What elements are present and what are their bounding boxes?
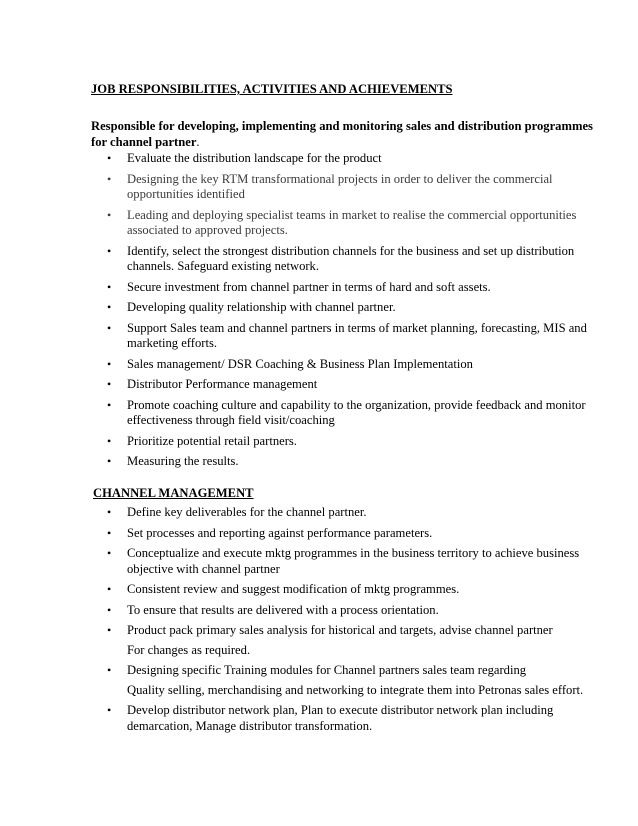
list-item-continuation: Quality selling, merchandising and networking to integrate them into Petronas sales effort. <box>127 682 584 697</box>
bullet-icon: • <box>107 300 112 314</box>
bullet-icon: • <box>107 279 112 294</box>
intro-period: . <box>196 135 200 149</box>
bullet-icon: • <box>107 243 112 258</box>
list-item <box>0 377 599 393</box>
list-item-text: Set processes and reporting against performance parameters. <box>127 525 433 540</box>
bullet-icon: • <box>107 582 112 596</box>
list-item-text: Identify, select the strongest distribution channels for the business and set up distribution channels. Safeguard existing network. <box>127 243 575 273</box>
list-item <box>0 603 599 619</box>
list-item-continuation: For changes as required. <box>127 642 251 657</box>
bullet-icon: • <box>107 377 112 391</box>
list-item-text: Promote coaching culture and capability to the organization, provide feedback and monitor effectiveness through field visit/coaching <box>127 397 586 427</box>
list-item-text: Secure investment from channel partner in terms of hard and soft assets. <box>127 279 491 294</box>
list-item-text: Develop distributor network plan, Plan to execute distributor network plan including demarcation, Manage distributor transformation. <box>127 703 554 733</box>
responsibilities-list <box>0 151 638 470</box>
list-item-text: Sales management/ DSR Coaching & Business Plan Implementation <box>127 356 473 371</box>
bullet-icon: • <box>107 356 112 371</box>
list-item-text: Prioritize potential retail partners. <box>127 433 297 448</box>
list-item-text: Distributor Performance management <box>127 377 318 391</box>
bullet-icon: • <box>107 433 112 448</box>
list-item-text: Designing the key RTM transformational projects in order to deliver the commercial opportunities identified <box>127 171 553 201</box>
list-item-text: Conceptualize and execute mktg programmes in the business territory to achieve business objective with channel partner <box>127 546 580 576</box>
section-heading-job-responsibilities: JOB RESPONSIBILITIES, ACTIVITIES AND ACHIEVEMENTS <box>91 82 453 96</box>
list-item <box>0 623 599 658</box>
list-item <box>0 582 599 598</box>
channel-management-list <box>0 505 638 734</box>
list-item <box>0 280 599 296</box>
intro-bold-text: Responsible for developing, implementing and monitoring sales and distribution programmes for channel partner <box>91 119 593 149</box>
section-heading-channel-management: CHANNEL MANAGEMENT <box>93 486 254 500</box>
bullet-icon: • <box>107 602 112 617</box>
list-item-text: Leading and deploying specialist teams in market to realise the commercial opportunities associated to approved projects. <box>127 207 577 237</box>
list-item <box>0 505 599 521</box>
list-item-text: Designing specific Training modules for Channel partners sales team regarding <box>127 663 527 677</box>
bullet-icon: • <box>107 454 112 468</box>
list-item-text: Evaluate the distribution landscape for the product <box>127 151 382 165</box>
list-item-text: To ensure that results are delivered with a process orientation. <box>127 602 439 617</box>
list-item-text: Support Sales team and channel partners in terms of market planning, forecasting, MIS and marketing efforts. <box>127 320 587 350</box>
list-item-text: Consistent review and suggest modification of mktg programmes. <box>127 582 460 596</box>
list-item <box>0 172 599 203</box>
bullet-icon: • <box>107 546 112 560</box>
list-item <box>0 663 599 698</box>
list-item <box>0 454 599 470</box>
bullet-icon: • <box>107 320 112 335</box>
bullet-icon: • <box>107 525 112 540</box>
bullet-icon: • <box>107 207 112 222</box>
list-item <box>0 244 599 275</box>
bullet-icon: • <box>107 151 112 165</box>
intro-paragraph <box>91 118 601 150</box>
list-item-text: Product pack primary sales analysis for historical and targets, advise channel partner <box>127 623 553 637</box>
list-item-text: Define key deliverables for the channel partner. <box>127 505 367 519</box>
bullet-icon: • <box>107 397 112 412</box>
bullet-icon: • <box>107 703 112 717</box>
list-item <box>0 546 599 577</box>
list-item <box>0 703 599 734</box>
list-item-text: Measuring the results. <box>127 454 239 468</box>
list-item <box>0 321 599 352</box>
list-item <box>0 398 599 429</box>
list-item-text: Developing quality relationship with channel partner. <box>127 300 396 314</box>
bullet-icon: • <box>107 623 112 637</box>
list-item <box>0 357 599 373</box>
list-item <box>0 208 599 239</box>
bullet-icon: • <box>107 505 112 519</box>
bullet-icon: • <box>107 171 112 186</box>
list-item <box>0 526 599 542</box>
list-item <box>0 300 599 316</box>
list-item <box>0 151 599 167</box>
list-item <box>0 434 599 450</box>
bullet-icon: • <box>107 663 112 677</box>
